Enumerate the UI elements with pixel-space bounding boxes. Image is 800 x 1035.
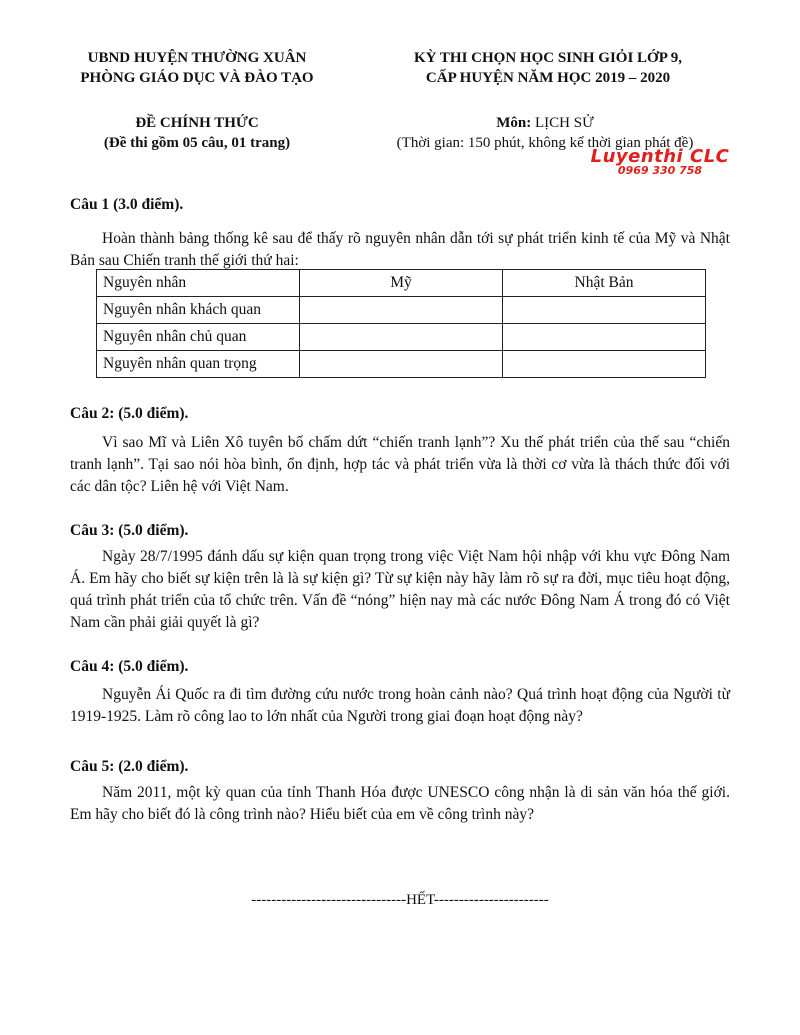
official-block bbox=[48, 113, 346, 153]
table-row bbox=[97, 351, 706, 378]
exam-header bbox=[370, 48, 726, 88]
comparison-table bbox=[96, 269, 706, 378]
table-cell bbox=[300, 324, 503, 351]
subject-line bbox=[360, 113, 730, 133]
question-3-text: Ngày 28/7/1995 đánh dấu sự kiện quan trọng trong việc Việt Nam hội nhập với khu vực Đông Nam Á. Em hãy cho biết sự kiện trên là là sự kiện gì? Từ sự kiện này hãy làm rõ sự ra đời, mục tiêu hoạt động, quá trình phát triển của tổ chức trên. Vấn đề “nóng” hiện nay mà các nước Đông Nam Á trong đó có Việt Nam cần phải giải quyết là gì? bbox=[70, 548, 730, 631]
table-cell: Nguyên nhân khách quan bbox=[97, 297, 300, 324]
table-cell bbox=[503, 324, 706, 351]
issuer-header bbox=[48, 48, 346, 88]
question-1-body bbox=[70, 228, 730, 272]
time-note: (Thời gian: 150 phút, không kể thời gian phát đề) bbox=[396, 135, 694, 151]
table-cell bbox=[503, 297, 706, 324]
stamp-phone: 0969 330 758 bbox=[617, 164, 703, 177]
question-5-title: Câu 5: (2.0 điểm). bbox=[70, 758, 189, 775]
table-header-cell: Nguyên nhân bbox=[97, 270, 300, 297]
end-marker: -------------------------------HẾT----------------------- bbox=[251, 892, 549, 908]
watermark-stamp bbox=[585, 146, 735, 178]
table-header-cell: Nhật Bản bbox=[503, 270, 706, 297]
question-4-text: Nguyễn Ái Quốc ra đi tìm đường cứu nước trong hoàn cảnh nào? Quá trình hoạt động của Người từ 1919-1925. Làm rõ công lao to lớn nhất của Người trong giai đoạn hoạt động này? bbox=[70, 686, 730, 725]
question-1-title: Câu 1 (3.0 điểm). bbox=[70, 196, 184, 213]
table-cell: Nguyên nhân chủ quan bbox=[97, 324, 300, 351]
exam-line-1: KỲ THI CHỌN HỌC SINH GIỎI LỚP 9, bbox=[413, 50, 683, 66]
official-note: (Đề thi gồm 05 câu, 01 trang) bbox=[103, 135, 291, 151]
table-header-row bbox=[97, 270, 706, 297]
official-label: ĐỀ CHÍNH THỨC bbox=[135, 115, 259, 131]
question-4-title: Câu 4: (5.0 điểm). bbox=[70, 658, 189, 675]
subject-label: Môn: bbox=[496, 115, 532, 131]
subject-value: LỊCH SỬ bbox=[535, 115, 594, 131]
stamp-brand: Luyenthi CLC bbox=[590, 146, 730, 167]
table-header-cell: Mỹ bbox=[300, 270, 503, 297]
table-cell bbox=[300, 351, 503, 378]
question-5-text: Năm 2011, một kỳ quan của tỉnh Thanh Hóa được UNESCO công nhận là di sản văn hóa thế giới. Em hãy cho biết đó là công trình nào? Hiểu biết của em về công trình này? bbox=[70, 784, 730, 823]
question-2-body bbox=[70, 432, 730, 498]
question-2-title: Câu 2: (5.0 điểm). bbox=[70, 405, 189, 422]
table-row bbox=[97, 297, 706, 324]
table-cell: Nguyên nhân quan trọng bbox=[97, 351, 300, 378]
question-3-body bbox=[70, 546, 730, 634]
issuer-line-1: UBND HUYỆN THƯỜNG XUÂN bbox=[87, 50, 307, 66]
issuer-line-2: PHÒNG GIÁO DỤC VÀ ĐÀO TẠO bbox=[80, 70, 314, 86]
table-cell bbox=[300, 297, 503, 324]
table-row bbox=[97, 324, 706, 351]
question-3-title: Câu 3: (5.0 điểm). bbox=[70, 522, 189, 539]
question-4-body bbox=[70, 684, 730, 728]
question-5-body bbox=[70, 782, 730, 826]
question-2-text: Vì sao Mĩ và Liên Xô tuyên bố chấm dứt “chiến tranh lạnh”? Xu thế phát triển của thế sau “chiến tranh lạnh”. Tại sao nói hòa bình, ổn định, hợp tác và phát triển vừa là thời cơ vừa là thách thức đối với các dân tộc? Liên hệ với Việt Nam. bbox=[70, 434, 730, 495]
question-1-text: Hoàn thành bảng thống kê sau để thấy rõ nguyên nhân dẫn tới sự phát triển kinh tế của Mỹ và Nhật Bản sau Chiến tranh thế giới thứ hai: bbox=[70, 230, 730, 269]
exam-line-2: CẤP HUYỆN NĂM HỌC 2019 – 2020 bbox=[425, 70, 671, 86]
table-cell bbox=[503, 351, 706, 378]
